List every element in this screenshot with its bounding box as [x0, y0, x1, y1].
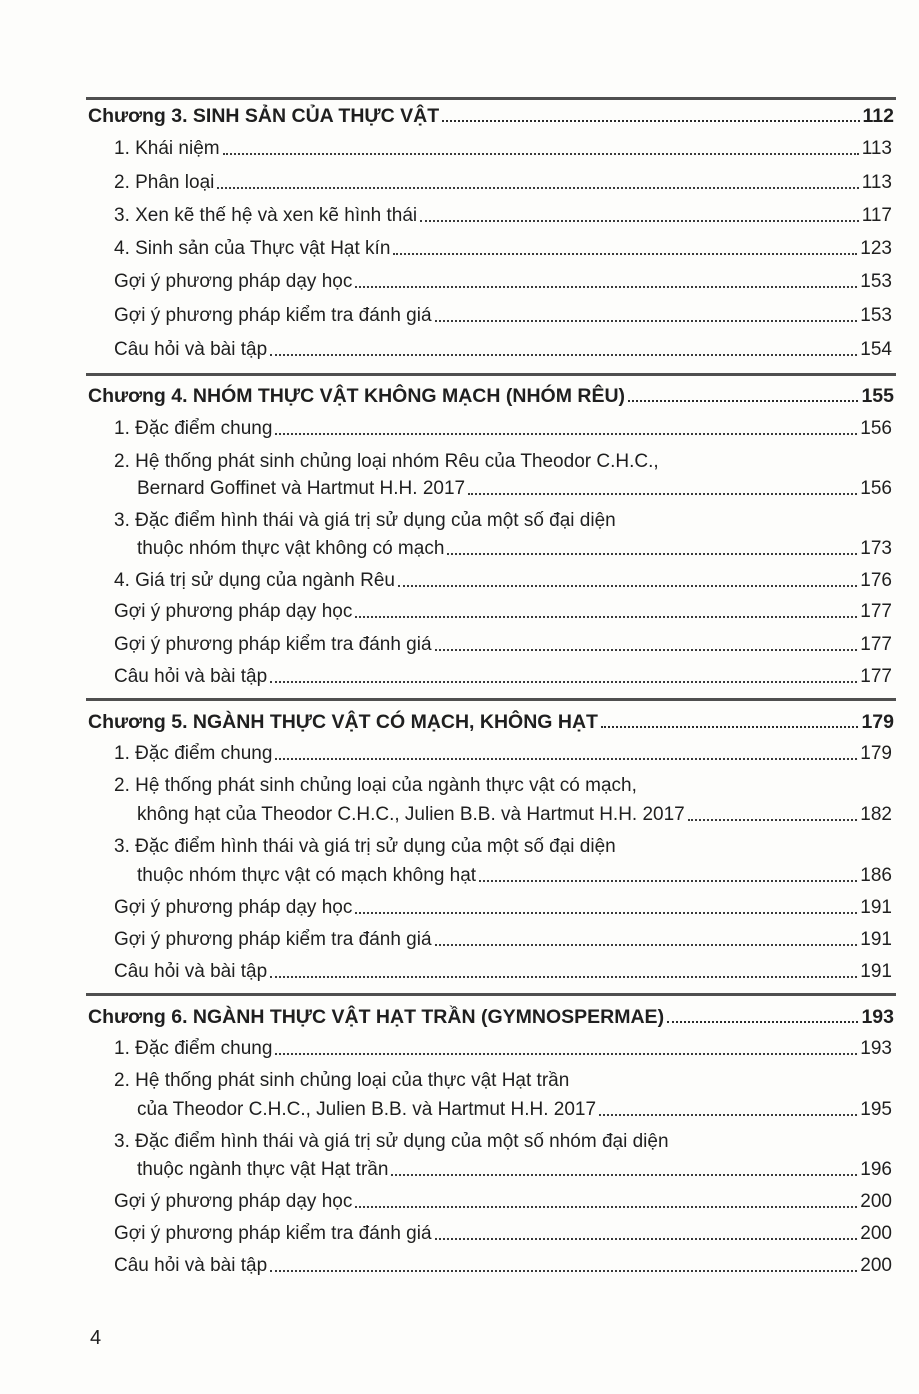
entry-title: Gợi ý phương pháp kiểm tra đánh giá: [114, 634, 432, 655]
leader-dots: [355, 1205, 857, 1208]
leader-dots: [435, 648, 858, 651]
toc-entry[interactable]: [114, 304, 892, 328]
chapter-heading[interactable]: [88, 710, 894, 734]
entry-title-first-line: 3. Đặc điểm hình thái và giá trị sử dụng của một số đại diện: [114, 836, 616, 857]
toc-entry[interactable]: [114, 960, 892, 984]
leader-dots: [479, 879, 857, 882]
entry-page: 191: [860, 961, 892, 982]
leader-dots: [435, 1237, 858, 1240]
chapter-heading[interactable]: [88, 104, 894, 128]
entry-title: Câu hỏi và bài tập: [114, 339, 268, 360]
entry-page: 200: [860, 1223, 892, 1244]
entry-page: 195: [860, 1099, 892, 1120]
page-number: 4: [90, 1327, 102, 1349]
toc-entry[interactable]: [114, 742, 892, 766]
chapter-title: Chương 6. NGÀNH THỰC VẬT HẠT TRẦN (GYMNOSPERMAE): [88, 1006, 665, 1028]
entry-title: 4. Sinh sản của Thực vật Hạt kín: [114, 238, 391, 259]
leader-dots: [435, 943, 858, 946]
leader-dots: [355, 911, 857, 914]
leader-dots: [275, 1052, 857, 1055]
entry-page: 200: [860, 1191, 892, 1212]
entry-title: Gợi ý phương pháp dạy học: [114, 601, 353, 622]
toc-entry[interactable]: [114, 600, 892, 624]
entry-page: 196: [860, 1159, 892, 1180]
entry-title: Gợi ý phương pháp kiểm tra đánh giá: [114, 305, 432, 326]
entry-page: 153: [860, 305, 892, 326]
toc-entry[interactable]: [137, 1098, 892, 1122]
leader-dots: [270, 975, 857, 978]
leader-dots: [468, 492, 857, 495]
chapter-title: Chương 3. SINH SẢN CỦA THỰC VẬT: [88, 105, 440, 127]
leader-dots: [223, 152, 859, 155]
toc-entry[interactable]: [114, 665, 892, 689]
entry-page: 176: [860, 570, 892, 591]
leader-dots: [599, 1113, 857, 1116]
toc-entry[interactable]: [114, 569, 892, 593]
entry-title: Câu hỏi và bài tập: [114, 961, 268, 982]
leader-dots: [270, 1269, 857, 1272]
leader-dots: [447, 552, 857, 555]
leader-dots: [355, 615, 857, 618]
toc-entry[interactable]: [114, 1190, 892, 1214]
entry-page: 191: [860, 897, 892, 918]
toc-entry[interactable]: [114, 270, 892, 294]
chapter-title: Chương 5. NGÀNH THỰC VẬT CÓ MẠCH, KHÔNG HẠT: [88, 711, 598, 733]
toc-entry[interactable]: [137, 803, 892, 827]
entry-page: 154: [860, 339, 892, 360]
chapter-divider: [86, 993, 896, 996]
entry-title-first-line: 3. Đặc điểm hình thái và giá trị sử dụng của một số nhóm đại diện: [114, 1131, 669, 1152]
toc-entry[interactable]: [137, 477, 892, 501]
leader-dots: [688, 818, 858, 821]
entry-page: 193: [860, 1038, 892, 1059]
toc-entry[interactable]: [114, 137, 892, 161]
toc-entry[interactable]: [114, 204, 892, 228]
toc-entry[interactable]: [137, 864, 892, 888]
chapter-page: 179: [861, 711, 894, 733]
toc-entry[interactable]: [114, 237, 892, 261]
toc-entry[interactable]: [114, 417, 892, 441]
entry-title: thuộc nhóm thực vật có mạch không hạt: [137, 865, 477, 886]
entry-page: 113: [861, 172, 892, 193]
leader-dots: [391, 1173, 857, 1176]
entry-page: 156: [860, 418, 892, 439]
leader-dots: [667, 1020, 858, 1023]
toc-entry[interactable]: [114, 1222, 892, 1246]
leader-dots: [442, 119, 859, 122]
entry-page: 182: [860, 804, 892, 825]
chapter-divider: [86, 698, 896, 701]
entry-page: 177: [860, 601, 892, 622]
entry-page: 173: [860, 538, 892, 559]
toc-entry[interactable]: [114, 928, 892, 952]
toc-entry[interactable]: [114, 633, 892, 657]
leader-dots: [420, 219, 859, 222]
chapter-divider: [86, 97, 896, 100]
entry-title: thuộc ngành thực vật Hạt trần: [137, 1159, 389, 1180]
leader-dots: [275, 757, 857, 760]
entry-page: 113: [861, 138, 892, 159]
chapter-divider: [86, 373, 896, 376]
leader-dots: [628, 399, 858, 402]
entry-title: Gợi ý phương pháp kiểm tra đánh giá: [114, 929, 432, 950]
entry-title-first-line: 2. Hệ thống phát sinh chủng loại của ngành thực vật có mạch,: [114, 775, 637, 796]
entry-title: 1. Khái niệm: [114, 138, 220, 159]
entry-title: Câu hỏi và bài tập: [114, 666, 268, 687]
toc-entry[interactable]: [114, 1037, 892, 1061]
entry-title: Gợi ý phương pháp dạy học: [114, 1191, 353, 1212]
entry-title: Gợi ý phương pháp kiểm tra đánh giá: [114, 1223, 432, 1244]
entry-page: 186: [860, 865, 892, 886]
entry-title: Gợi ý phương pháp dạy học: [114, 897, 353, 918]
leader-dots: [393, 252, 857, 255]
chapter-page: 155: [861, 385, 894, 407]
leader-dots: [270, 353, 857, 356]
entry-title: của Theodor C.H.C., Julien B.B. và Hartmut H.H. 2017: [137, 1099, 597, 1120]
entry-title-first-line: 2. Hệ thống phát sinh chủng loại nhóm Rêu của Theodor C.H.C.,: [114, 451, 659, 472]
chapter-title: Chương 4. NHÓM THỰC VẬT KHÔNG MẠCH (NHÓM RÊU): [88, 385, 626, 407]
toc-entry[interactable]: [114, 896, 892, 920]
entry-page: 156: [860, 478, 892, 499]
entry-title: 1. Đặc điểm chung: [114, 743, 273, 764]
entry-title: không hạt của Theodor C.H.C., Julien B.B. và Hartmut H.H. 2017: [137, 804, 685, 825]
entry-title: Câu hỏi và bài tập: [114, 1255, 268, 1276]
entry-page: 153: [860, 271, 892, 292]
entry-title: Bernard Goffinet và Hartmut H.H. 2017: [137, 478, 466, 499]
chapter-heading[interactable]: [88, 384, 894, 408]
entry-title: Gợi ý phương pháp dạy học: [114, 271, 353, 292]
leader-dots: [398, 584, 857, 587]
leader-dots: [355, 285, 857, 288]
entry-page: 177: [860, 634, 892, 655]
entry-page: 179: [860, 743, 892, 764]
leader-dots: [270, 680, 857, 683]
entry-title: 1. Đặc điểm chung: [114, 1038, 273, 1059]
entry-title-first-line: 3. Đặc điểm hình thái và giá trị sử dụng của một số đại diện: [114, 510, 616, 531]
entry-title-first-line: 2. Hệ thống phát sinh chủng loại của thực vật Hạt trần: [114, 1070, 570, 1091]
entry-page: 117: [861, 205, 892, 226]
leader-dots: [217, 186, 858, 189]
toc-entry[interactable]: [137, 537, 892, 561]
leader-dots: [601, 725, 858, 728]
entry-title: 1. Đặc điểm chung: [114, 418, 273, 439]
toc-entry[interactable]: [114, 338, 892, 362]
entry-title: thuộc nhóm thực vật không có mạch: [137, 538, 445, 559]
entry-title: 3. Xen kẽ thế hệ và xen kẽ hình thái: [114, 205, 418, 226]
entry-page: 191: [860, 929, 892, 950]
toc-entry[interactable]: [137, 1158, 892, 1182]
toc-entry[interactable]: [114, 171, 892, 195]
chapter-heading[interactable]: [88, 1005, 894, 1029]
entry-page: 123: [860, 238, 892, 259]
entry-page: 177: [860, 666, 892, 687]
entry-page: 200: [860, 1255, 892, 1276]
chapter-page: 112: [862, 105, 894, 127]
toc-entry[interactable]: [114, 1254, 892, 1278]
chapter-page: 193: [861, 1006, 894, 1028]
leader-dots: [275, 432, 857, 435]
entry-title: 2. Phân loại: [114, 172, 215, 193]
leader-dots: [435, 319, 858, 322]
entry-title: 4. Giá trị sử dụng của ngành Rêu: [114, 570, 396, 591]
